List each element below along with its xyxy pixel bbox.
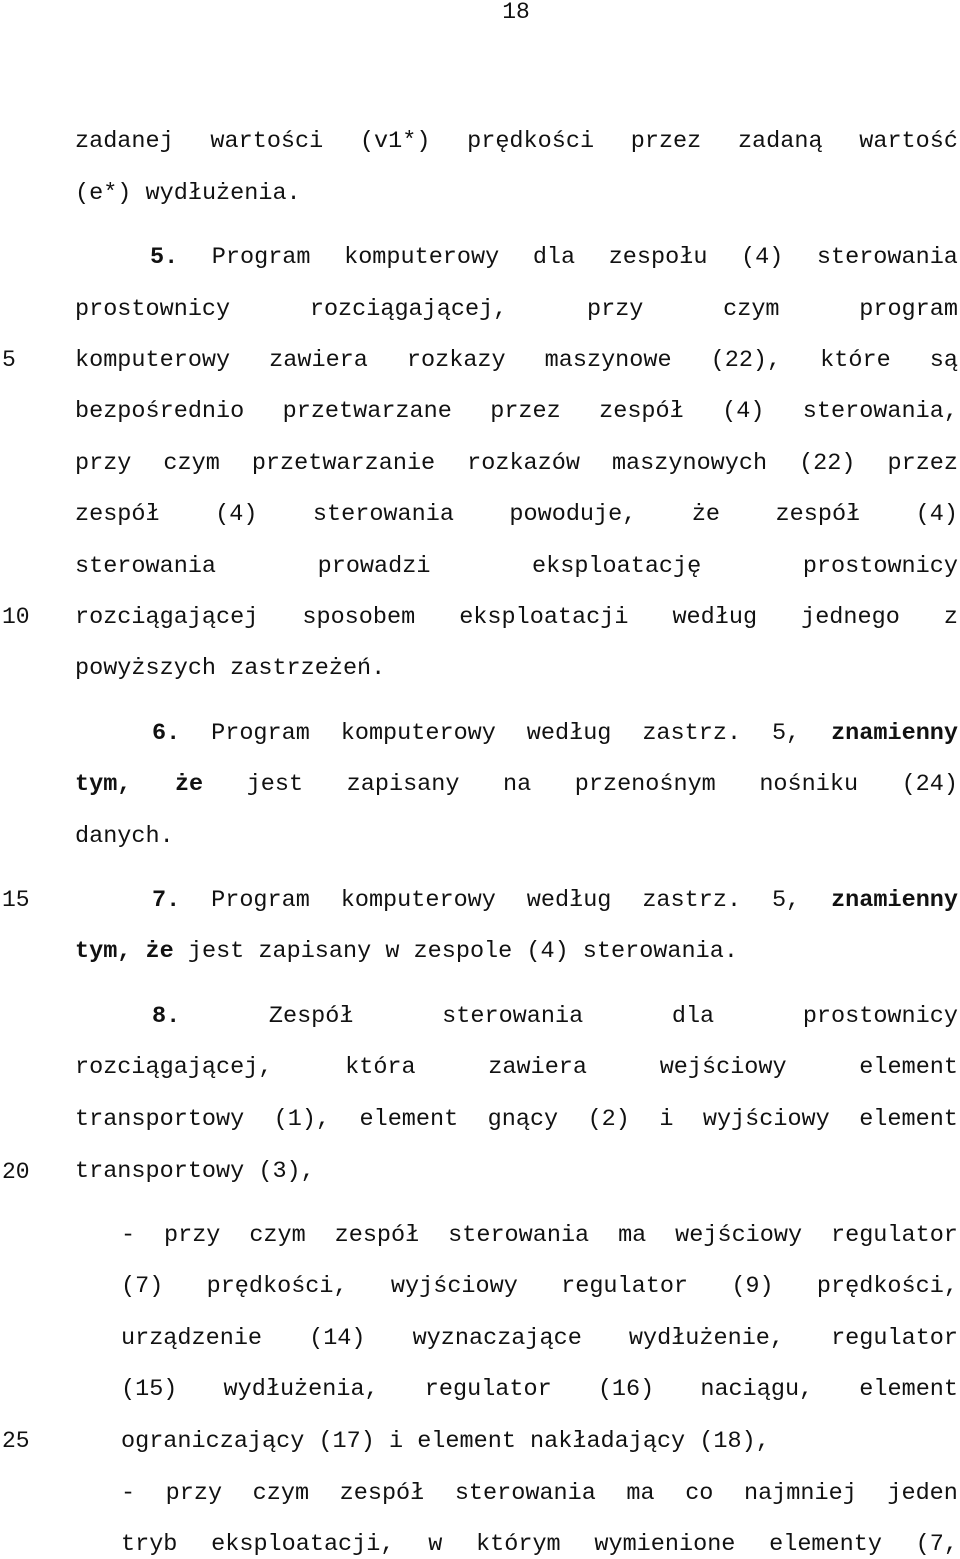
word: przy — [165, 1480, 223, 1507]
word: są — [929, 347, 958, 374]
word: (1), — [273, 1106, 331, 1133]
word: ma — [626, 1480, 655, 1507]
word: komputerowy — [344, 244, 500, 271]
claim-number: 5. — [150, 244, 179, 271]
word: prędkości — [467, 128, 595, 155]
word: zespół — [339, 1480, 425, 1507]
word: element — [859, 1054, 958, 1081]
word: zespół — [775, 501, 861, 528]
word: sterowania — [816, 244, 958, 271]
claim-6-first-line — [152, 720, 958, 748]
text-line — [75, 1106, 958, 1134]
text-line — [121, 1273, 958, 1301]
word: sterowania — [442, 1003, 584, 1030]
text-line — [75, 1054, 958, 1082]
line-number-5: 5 — [2, 347, 16, 373]
word: czym — [723, 296, 780, 323]
word: danych. — [75, 823, 174, 850]
word: gnący — [487, 1106, 559, 1133]
word: element — [359, 1106, 459, 1133]
word: zapisany — [258, 938, 372, 965]
word: nakładający — [530, 1428, 686, 1455]
word: według — [526, 720, 612, 747]
claim-7-first-line — [152, 887, 958, 915]
word: (4) — [526, 938, 569, 965]
word: eksploatację — [532, 553, 702, 580]
word: powyższych — [75, 655, 217, 682]
claim-5-first-line — [150, 244, 958, 272]
text-line — [75, 823, 958, 851]
word: - — [121, 1480, 136, 1507]
word: że — [145, 938, 174, 965]
word: zespół — [599, 398, 684, 425]
word: według — [672, 604, 758, 631]
word: (4) — [915, 501, 958, 528]
word: sterowania — [75, 553, 217, 580]
text-line — [75, 604, 958, 632]
word: najmniej — [743, 1480, 857, 1507]
word: rozkazów — [467, 450, 580, 477]
word: wydłużenie, — [628, 1325, 785, 1352]
text-line — [75, 1158, 958, 1186]
word: przy — [164, 1222, 221, 1249]
word: rozciągającej — [75, 604, 259, 631]
word: wyjściowy — [390, 1273, 518, 1300]
word: urządzenie — [121, 1325, 263, 1352]
word: przetwarzane — [282, 398, 452, 425]
text-line — [121, 1531, 958, 1559]
word: przenośnym — [574, 771, 716, 798]
word: prostownicy — [75, 296, 231, 323]
word: prostownicy — [802, 1003, 958, 1030]
word: Program — [211, 887, 310, 914]
word: (15) — [121, 1376, 178, 1403]
word: (7) — [121, 1273, 164, 1300]
word: przez — [887, 450, 958, 477]
word: wymienione — [594, 1531, 736, 1558]
word: rozkazy — [406, 347, 506, 374]
word: (4) — [741, 244, 784, 271]
word: które — [820, 347, 891, 374]
word: (4) — [215, 501, 258, 528]
word: tym, — [75, 938, 132, 965]
list-item-first-line — [121, 1480, 958, 1508]
word: wyznaczające — [412, 1325, 582, 1352]
text-line — [75, 938, 958, 966]
word: zawiera — [488, 1054, 588, 1081]
word: którym — [476, 1531, 561, 1558]
word: przetwarzanie — [251, 450, 436, 477]
word: zespół — [75, 501, 160, 528]
word: maszynowych — [611, 450, 768, 477]
word: (e*) — [75, 180, 132, 207]
word: tym, — [75, 771, 132, 798]
word: (7, — [915, 1531, 958, 1558]
word: która — [345, 1054, 416, 1081]
word: bezpośrednio — [75, 398, 245, 425]
word: dla — [671, 1003, 715, 1030]
word: zapisany — [346, 771, 460, 798]
text-line — [75, 296, 958, 324]
word: (18), — [699, 1428, 770, 1455]
word: regulator — [830, 1222, 958, 1249]
text-line — [75, 398, 958, 426]
word: (4) — [722, 398, 765, 425]
word: transportowy — [75, 1158, 245, 1185]
word: nośniku — [759, 771, 859, 798]
word: prostownicy — [802, 553, 958, 580]
text-line — [121, 1325, 958, 1353]
word: (2) — [587, 1106, 630, 1133]
word: wydłużenia, — [223, 1376, 379, 1403]
word: (9) — [731, 1273, 774, 1300]
list-item-first-line — [121, 1222, 958, 1250]
word: (3), — [258, 1158, 315, 1185]
word: rozciągającej, — [75, 1054, 273, 1081]
word: maszynowe — [544, 347, 672, 374]
word: Program — [211, 244, 311, 271]
word: komputerowy — [75, 347, 231, 374]
word: zastrz. — [642, 887, 742, 914]
word: transportowy — [75, 1106, 245, 1133]
word: (16) — [597, 1376, 655, 1403]
word: sterowania — [454, 1480, 596, 1507]
word: zawiera — [269, 347, 368, 374]
word: zadanej — [75, 128, 174, 155]
word: w — [385, 938, 400, 965]
word: przez — [490, 398, 561, 425]
word: przy — [586, 296, 644, 323]
word: (17) — [318, 1428, 375, 1455]
line-number-20: 20 — [2, 1159, 30, 1185]
word: wydłużenia. — [145, 180, 301, 207]
text-line — [121, 1376, 958, 1404]
word: regulator — [831, 1325, 958, 1352]
line-number-15: 15 — [2, 887, 30, 913]
text-line — [75, 553, 958, 581]
word: eksploatacji — [459, 604, 629, 631]
text-line — [75, 180, 958, 208]
word: sterowania — [448, 1222, 590, 1249]
word: wartości — [210, 128, 324, 155]
claim-number: 7. — [152, 887, 181, 914]
word: zastrz. — [642, 720, 742, 747]
word: element — [859, 1376, 958, 1403]
word: zespół — [334, 1222, 420, 1249]
word: znamienny — [831, 720, 958, 747]
word: wartość — [859, 128, 958, 155]
word: zespołu — [608, 244, 708, 271]
word: przez — [630, 128, 702, 155]
word: 5, — [771, 720, 801, 747]
word: (22), — [710, 347, 782, 374]
word: i — [659, 1106, 674, 1133]
word: (14) — [309, 1325, 366, 1352]
word: że — [691, 501, 721, 528]
word: - — [121, 1222, 136, 1249]
text-line — [75, 501, 958, 529]
claim-number: 8. — [152, 1003, 181, 1030]
word: elementy — [769, 1531, 882, 1558]
word: regulator — [561, 1273, 689, 1300]
word: element — [417, 1428, 516, 1455]
word: (22) — [799, 450, 856, 477]
claim-number: 6. — [152, 720, 181, 747]
word: Zespół — [268, 1003, 354, 1030]
word: czym — [252, 1480, 310, 1507]
word: w — [428, 1531, 443, 1558]
word: sterowania. — [582, 938, 738, 965]
word: (24) — [901, 771, 958, 798]
word: prowadzi — [317, 553, 431, 580]
word: czym — [163, 450, 220, 477]
word: według — [526, 887, 612, 914]
word: jest — [246, 771, 304, 798]
line-number-10: 10 — [2, 604, 30, 630]
word: zespole — [413, 938, 513, 965]
word: sterowania — [312, 501, 454, 528]
text-line — [75, 771, 958, 799]
word: i — [388, 1428, 404, 1455]
word: naciągu, — [700, 1376, 814, 1403]
word: regulator — [424, 1376, 552, 1403]
claim-8-first-line — [152, 1003, 958, 1031]
word: powoduje, — [509, 501, 637, 528]
word: z — [943, 604, 958, 631]
word: komputerowy — [340, 720, 496, 747]
word: zadaną — [737, 128, 823, 155]
word: zastrzeżeń. — [230, 655, 386, 682]
word: prędkości, — [816, 1273, 958, 1300]
word: wejściowy — [675, 1222, 803, 1249]
word: znamienny — [831, 887, 958, 914]
word: (v1*) — [359, 128, 431, 155]
word: co — [685, 1480, 714, 1507]
word: dla — [532, 244, 576, 271]
word: prędkości, — [206, 1273, 348, 1300]
word: czym — [249, 1222, 306, 1249]
word: sposobem — [302, 604, 416, 631]
line-number-25: 25 — [2, 1428, 30, 1454]
text-line — [75, 450, 958, 478]
word: komputerowy — [340, 887, 496, 914]
word: rozciągającej, — [309, 296, 508, 323]
word: eksploatacji, — [211, 1531, 395, 1558]
word: 5, — [771, 887, 801, 914]
word: jednego — [801, 604, 900, 631]
word: na — [503, 771, 532, 798]
word: jeden — [887, 1480, 958, 1507]
word: sterowania, — [802, 398, 958, 425]
text-line — [121, 1428, 958, 1456]
word: wyjściowy — [702, 1106, 830, 1133]
word: przy — [75, 450, 132, 477]
word: element — [859, 1106, 958, 1133]
word: jest — [187, 938, 245, 965]
word: tryb — [121, 1531, 178, 1558]
text-line — [75, 128, 958, 156]
word: wejściowy — [659, 1054, 787, 1081]
text-line — [75, 655, 958, 683]
page-number: 18 — [502, 0, 530, 25]
word: Program — [211, 720, 310, 747]
word: że — [174, 771, 204, 798]
word: ma — [618, 1222, 647, 1249]
text-line — [75, 347, 958, 375]
word: program — [859, 296, 958, 323]
word: ograniczający — [121, 1428, 305, 1455]
